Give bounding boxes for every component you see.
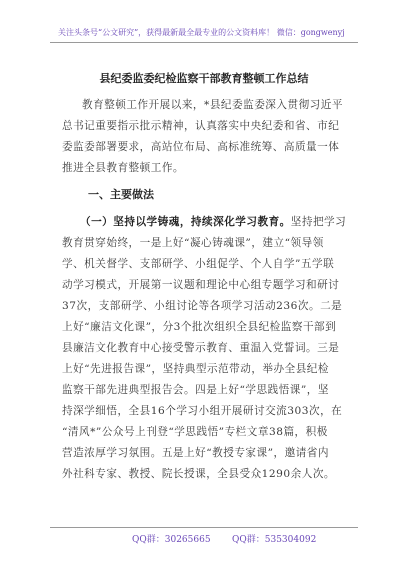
paragraph-line: 学、机关督学、支部研学、小组促学、个人自学”五学联 <box>62 258 335 270</box>
paragraph-line: 上好“廉洁文化课”，分3个批次组织全县纪检监察干部到 <box>62 321 337 333</box>
intro-line: 教育整顿工作开展以来，*县纪委监委深入贯彻习近平 <box>82 99 343 111</box>
section-heading: 一、主要做法 <box>88 188 154 201</box>
header-divider <box>50 42 358 43</box>
paragraph-line <box>80 214 346 229</box>
footer-qq-right: QQ群：535304092 <box>232 535 317 545</box>
intro-line: 委监委部署要求，高站位布局、高标准统筹、高质量一体 <box>62 141 340 153</box>
paragraph-line: 37次，支部研学、小组讨论等各项学习活动236次。二是 <box>62 300 343 312</box>
header-banner: 关注头条号“公文研究”，获得最新最全最专业的公文资料库！ 微信：gongwenyj <box>58 28 345 37</box>
paragraph-line: 营造浓厚学习氛围。五是上好“教授专家课”，邀请省内 <box>62 447 329 459</box>
paragraph-line: 动学习模式，开展第一议题和理论中心组专题学习和研讨 <box>62 279 340 291</box>
paragraph-line: 监察干部先进典型报告会。四是上好“学思践悟课”，坚 <box>62 384 329 396</box>
intro-line: 总书记重要指示批示精神，认真落实中央纪委和省、市纪 <box>62 120 340 132</box>
paragraph-line: 县廉洁文化教育中心接受警示教育、重温入党誓词。三是 <box>62 342 340 354</box>
paragraph-text: 坚持把学习 <box>290 216 347 228</box>
paragraph-line: 持深学细悟，全县16个学习小组开展研讨交流303次，在 <box>62 405 343 417</box>
paragraph-line: 教育贯穿始终，一是上好“凝心铸魂课”，建立“领导领 <box>62 237 324 249</box>
footer-qq-left: QQ群：30265665 <box>132 535 211 545</box>
intro-line: 推进全县教育整顿工作。 <box>62 162 185 174</box>
document-title: 县纪委监委纪检监察干部教育整顿工作总结 <box>99 72 309 85</box>
paragraph-line: 上好“先进报告课”，坚持典型示范带动，举办全县纪检 <box>62 363 329 375</box>
paragraph-line: 外社科专家、教授、院长授课，全县受众1290余人次。 <box>62 468 336 480</box>
footer-divider <box>50 527 358 528</box>
sub-heading: （一）坚持以学铸魂，持续深化学习教育。 <box>80 216 291 228</box>
paragraph-line: “清风*”公众号上刊登“学思践悟”专栏文章38篇，积极 <box>62 426 328 438</box>
